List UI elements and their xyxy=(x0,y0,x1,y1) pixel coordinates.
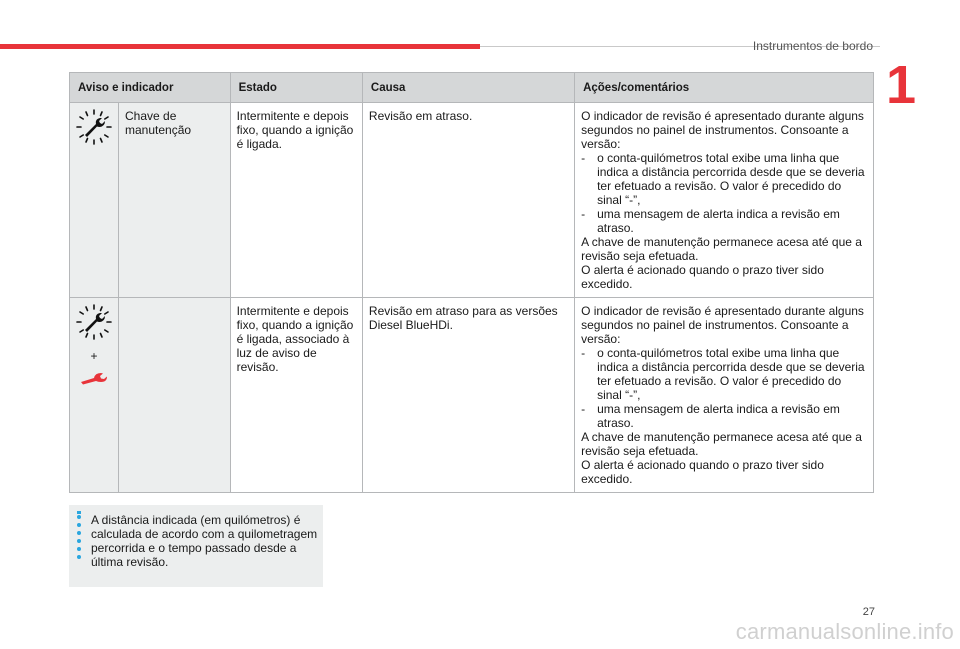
actions-intro: O indicador de revisão é apresentado durante alguns segundos no painel de instrumentos. Consoante a versão: xyxy=(581,109,864,151)
watermark: carmanualsonline.info xyxy=(735,619,954,644)
warning-table xyxy=(69,72,874,493)
service-wrench-icon xyxy=(79,371,109,385)
state-cell: Intermitente e depois fixo, quando a ignição é ligada. xyxy=(230,103,362,298)
indicator-name: Chave de manutenção xyxy=(119,103,231,298)
section-title: Instrumentos de bordo xyxy=(752,39,873,53)
actions-outro: A chave de manutenção permanece acesa até que a revisão seja efetuada. xyxy=(581,430,862,458)
column-header: Estado xyxy=(230,73,362,103)
info-icon-bar xyxy=(77,515,85,559)
indicator-icon-cell xyxy=(70,103,119,298)
plus-sign: + xyxy=(90,349,98,363)
actions-outro: O alerta é acionado quando o prazo tiver sido excedido. xyxy=(581,263,824,291)
indicator-name xyxy=(119,298,231,493)
actions-outro: O alerta é acionado quando o prazo tiver sido excedido. xyxy=(581,458,824,486)
wrench-rays-icon xyxy=(76,304,112,340)
table-header-row xyxy=(70,73,874,103)
actions-cell xyxy=(575,298,874,493)
actions-bullet: - uma mensagem de alerta indica a revisão em atraso. xyxy=(581,207,840,235)
info-icon xyxy=(77,511,81,514)
column-header: Causa xyxy=(362,73,574,103)
table-row xyxy=(70,103,874,298)
column-header: Ações/comentários xyxy=(575,73,874,103)
page-number: 27 xyxy=(862,606,875,618)
cause-cell: Revisão em atraso para as versões Diesel BlueHDi. xyxy=(362,298,574,493)
state-cell: Intermitente e depois fixo, quando a ignição é ligada, associado à luz de aviso de revisão. xyxy=(230,298,362,493)
header-accent-bar xyxy=(0,44,480,49)
indicator-icon-cell xyxy=(70,298,119,493)
chapter-number: 1 xyxy=(885,55,916,115)
actions-intro: O indicador de revisão é apresentado durante alguns segundos no painel de instrumentos. Consoante a versão: xyxy=(581,304,864,346)
actions-outro: A chave de manutenção permanece acesa até que a revisão seja efetuada. xyxy=(581,235,862,263)
actions-bullet: - o conta-quilómetros total exibe uma linha que indica a distância percorrida desde que se deveria ter efetuado a revisão. O valor é precedido do sinal “-”, xyxy=(581,151,865,207)
cause-cell: Revisão em atraso. xyxy=(362,103,574,298)
wrench-rays-icon xyxy=(76,109,112,145)
table-row xyxy=(70,298,874,493)
actions-bullet: - o conta-quilómetros total exibe uma linha que indica a distância percorrida desde que se deveria ter efetuado a revisão. O valor é precedido do sinal “-”, xyxy=(581,346,865,402)
actions-cell xyxy=(575,103,874,298)
info-text: A distância indicada (em quilómetros) é calculada de acordo com a quilometragem percorrida e o tempo passado desde a última revisão. xyxy=(91,513,318,569)
actions-bullet: - uma mensagem de alerta indica a revisão em atraso. xyxy=(581,402,840,430)
info-box xyxy=(69,505,323,587)
column-header: Aviso e indicador xyxy=(70,73,231,103)
